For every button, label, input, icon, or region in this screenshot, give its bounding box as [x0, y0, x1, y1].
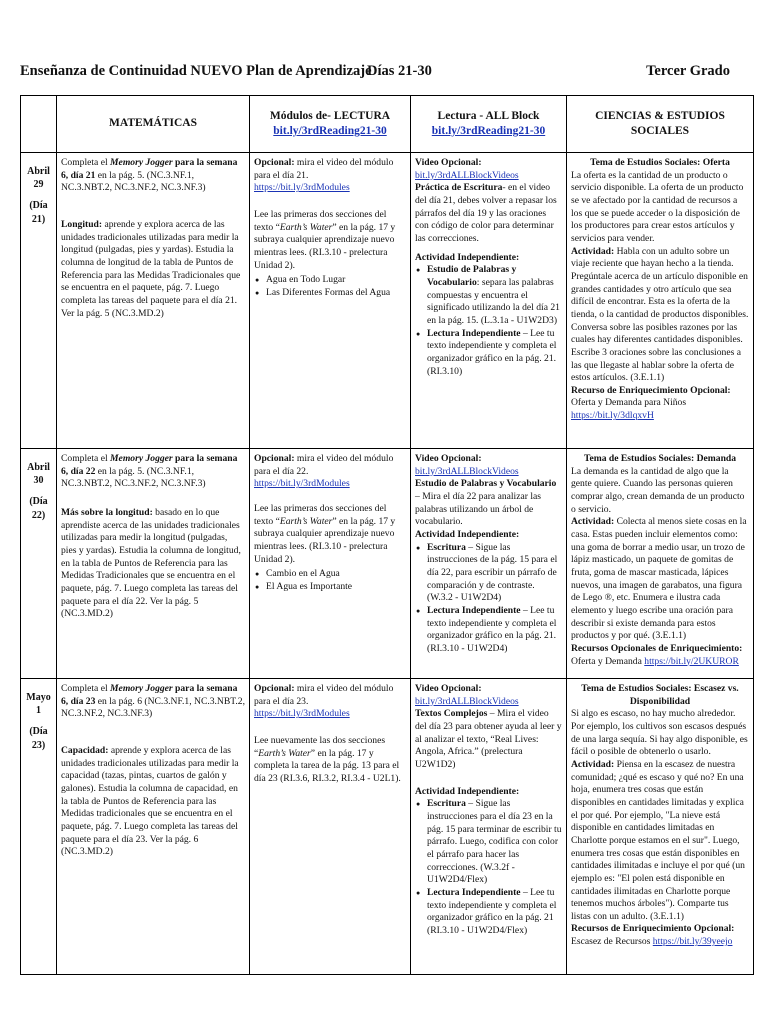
reading-task-text: Lee las primeras dos secciones del texto “	[254, 208, 387, 233]
social-topic-body: Si algo es escaso, no hay mucho alrededor. Por ejemplo, los cultivos son escasos después de una larga sequía. Si hay algo disponible, es fácil o posible de obtenerlo o usarlo.	[571, 708, 748, 758]
allblock-activity-title: Práctica de Escritura	[415, 182, 503, 194]
social-topic-title: Tema de Estudios Sociales: Demanda	[583, 453, 737, 464]
reading-column-header	[250, 96, 411, 153]
earths-water-title: Earth’s Water	[258, 747, 311, 759]
date-cell	[21, 153, 57, 449]
social-topic-body: La oferta es la cantidad de un producto o servicio disponible. La oferta de un producto se ve afectado por la cantidad de recursos a los que se puede acceder o la disposición de los productores para crear estos artículos y servicios para vender.	[571, 169, 744, 244]
activity-name: Lectura Independiente	[427, 327, 521, 339]
reading-task-text-end: ” en la pág. 17 y subraya cualquier aprendizaje nuevo mientras lees. (RI.3.10 - prelectura Unidad 2).	[254, 221, 396, 271]
math-standards: en la pág. 5. (NC.3.NF.1, NC.3.NBT.2, NC.3.NF.2, NC.3.NF.3)	[61, 169, 206, 194]
list-item	[425, 328, 562, 379]
allblock-activity-title: Textos Complejos	[415, 708, 488, 720]
earths-water-title: Earth’s Water	[279, 515, 333, 527]
reading-section-list	[254, 568, 406, 593]
activity-name: Estudio de Palabras y Vocabulario	[427, 264, 517, 288]
allblock-column-header	[411, 96, 567, 153]
allblock-videos-link[interactable]: bit.ly/3rdALLBlockVideos	[415, 169, 519, 181]
math-topic-text: aprende y explora acerca de las unidades tradicionales utilizadas para medir la capacidad (tazas, pintas, cuartos de galón y galones). Estudia la columna de capacidad, en la tabla de Puntos de Referencia para las Medidas tradicionales que se encuentra en el paquete, pág. 7. Luego completa las tareas del paquete para el día 23. Ver la pág. 6 (NC.3.MD.2)	[61, 744, 239, 858]
table-row	[21, 679, 754, 975]
lesson-plan-table	[20, 95, 754, 975]
memory-jogger-label: Memory Jogger	[110, 157, 173, 168]
table-row	[21, 153, 754, 449]
math-week-day: para la semana 6, día 21	[61, 157, 238, 181]
activity-text: – Sigue las instrucciones para el día 23 en la pág. 15 para terminar de escribir tu párrafo. Luego, codifica con color el párrafo para hacer las correcciones. (W.3.2f - U1W2D4/Flex)	[427, 798, 562, 886]
date-cell	[21, 449, 57, 679]
video-optional-label: Video Opcional:	[415, 683, 482, 694]
reading-header-link[interactable]: bit.ly/3rdReading21-30	[273, 125, 387, 137]
reading-section-list	[254, 274, 406, 299]
date-label: Abril 30	[27, 462, 50, 487]
allblock-activity-text: – Mira el día 22 para analizar las palabras utilizando un árbol de vocabulario.	[415, 490, 541, 528]
reading-video-text: mira el video del módulo para el día 22.	[254, 453, 394, 477]
date-header	[21, 96, 57, 153]
resource-label: Recursos de Enriquecimiento Opcional:	[571, 923, 735, 935]
activity-text: – Sigue las instrucciones de la pág. 15 para el día 22, para escribir un párrafo de comparación y de contraste. (W.3.2 - U1W2D4)	[427, 541, 558, 604]
date-label: Abril 29	[27, 166, 50, 191]
document-header	[20, 63, 730, 83]
video-optional-label: Video Opcional:	[415, 453, 482, 464]
video-optional-label: Video Opcional:	[415, 157, 482, 168]
optional-label: Opcional:	[254, 683, 295, 694]
table-row	[21, 449, 754, 679]
resource-text: Oferta y Demanda para Niños	[571, 397, 687, 409]
math-cell	[57, 679, 250, 975]
math-cell	[57, 449, 250, 679]
list-item	[425, 264, 562, 327]
social-topic-title: Tema de Estudios Sociales: Oferta	[590, 157, 730, 168]
resource-link[interactable]: https://bit.ly/3dlqxvH	[571, 410, 654, 422]
activity-text: – Lee tu texto independiente y completa el organizador gráfico en la pág. 21 (RI.3.10 - U1W2D4/Flex)	[427, 886, 557, 936]
activity-name: Lectura Independiente	[427, 604, 521, 616]
reading-cell	[250, 679, 411, 975]
reading-task-text: Lee nuevamente las dos secciones “	[254, 734, 386, 759]
social-topic-title: Tema de Estudios Sociales: Escasez vs. Disponibilidad	[581, 683, 739, 707]
independent-activity-list	[415, 542, 562, 656]
activity-text: Habla con un adulto sobre un viaje reciente que hayan hecho a la tienda. Pregúntale acerca de un artículo disponible en grandes cantidades y otro artículo que sea difícil de encontrar. Esta es la oferta de la tienda, o la cantidad de productos disponibles. Conversa sobre las posibles razones por las cuales hay diferentes cantidades disponibles. Escribe 3 oraciones sobre las conclusiones a las que llegaste al hablar sobre la oferta de estos artículos. (3.E.1.1)	[571, 245, 749, 384]
reading-task-text: Lee las primeras dos secciones del texto “	[254, 502, 387, 527]
activity-label: Actividad:	[571, 516, 615, 528]
math-standards: en la pág. 5. (NC.3.NF.1, NC.3.NBT.2, NC.3.NF.2, NC.3.NF.3)	[61, 465, 206, 490]
math-column-header: MATEMÁTICAS	[57, 96, 250, 153]
resource-text: Escasez de Recursos	[571, 936, 653, 948]
resource-text: Oferta y Demanda	[571, 655, 645, 667]
allblock-activity-text: – Mira el video del día 23 para obtener ayuda al leer y al analizar el texto, “Real Lives: Angola, Africa.” (prelectura U2W1D2)	[415, 708, 562, 770]
optional-label: Opcional:	[254, 453, 295, 464]
allblock-activity-text: - en el video del día 21, debes volver a repasar los párrafos del día 19 y las oraciones con código de color para determinar las correcciones.	[415, 182, 557, 244]
independent-activity-label: Actividad Independiente:	[415, 785, 520, 797]
memory-jogger-label: Memory Jogger	[110, 683, 173, 694]
activity-text: Colecta al menos siete cosas en la casa. Estas pueden incluir elementos como: una goma de borrar a medio usar, un trozo de lápiz masticado, un paquete de gomitas de fruta, goma de mascar masticada, lápices nuevos, una imagen de garabatos, una figura de Lego ®, etc. Enumera e ilustra cada elemento y luego escribe una oración para describir si existe demanda para estos productos y por qué. (3.E.1.1)	[571, 516, 747, 642]
day-label: (Día 23)	[29, 726, 48, 751]
allblock-header-title: Lectura - ALL Block	[437, 109, 540, 122]
activity-text: : separa las palabras compuestas y encuentra el significado utilizando la del día 21 en la pág. 15. (L.3.1a - U1W2D3)	[427, 276, 560, 326]
allblock-cell	[411, 153, 567, 449]
day-label: (Día 21)	[29, 200, 48, 225]
list-item	[425, 887, 562, 938]
math-topic: Más sobre la longitud:	[61, 506, 153, 518]
activity-name: Lectura Independiente	[427, 886, 521, 898]
plan-title: Enseñanza de Continuidad NUEVO Plan de Aprendizaje	[20, 63, 372, 79]
social-cell	[567, 449, 754, 679]
activity-label: Actividad:	[571, 245, 615, 257]
reading-header-title: Módulos de- LECTURA	[269, 109, 391, 122]
independent-activity-list	[415, 264, 562, 378]
math-topic: Longitud:	[61, 218, 103, 230]
list-item	[425, 798, 562, 887]
modules-link[interactable]: https://bit.ly/3rdModules	[254, 708, 350, 720]
allblock-videos-link[interactable]: bit.ly/3rdALLBlockVideos	[415, 695, 519, 707]
activity-name: Escritura	[427, 798, 466, 810]
list-item	[425, 605, 562, 656]
activity-text: Piensa en la escasez de nuestra comunidad; ¿qué es escaso y qué no? En una hoja, enumera tres cosas que están disponibles en cantidades limitadas y explica el por qué. Por ejemplo, "La nieve está disponible en cantidades limitadas en Charlotte porque estamos en el sur". Luego, enumera tres cosas que están disponibles en cantidades ilimitadas e incluye el por qué (un ejemplo es: "El polen está disponible en cantidades ilimitadas en Charlotte porque tenemos muchos árboles"). Comparte tus listas con un adulto. (3.E.1.1)	[571, 758, 745, 922]
date-label: Mayo 1	[26, 692, 51, 717]
optional-label: Opcional:	[254, 157, 295, 168]
activity-text: – Lee tu texto independiente y completa el organizador gráfico en la pág. 21. (RI.3.10 - U1W2D4)	[427, 604, 557, 654]
modules-link[interactable]: https://bit.ly/3rdModules	[254, 182, 350, 194]
allblock-cell	[411, 449, 567, 679]
days-range: Días 21-30	[367, 63, 432, 79]
resource-label: Recursos Opcionales de Enriquecimiento:	[571, 642, 743, 654]
activity-label: Actividad:	[571, 758, 615, 770]
allblock-cell	[411, 679, 567, 975]
math-topic-text: basado en lo que aprendiste acerca de las unidades tradicionales utilizadas para medir la longitud (pulgadas, pies y yardas). Estudia la columna de longitud, en la tabla de Puntos de Referencia para las Medidas Tradicionales que se encuentra en el paquete, pág. 7. Luego completa las tareas del paquete para el día 22. Ver la pág. 5 (NC.3.MD.2)	[61, 506, 241, 620]
activity-name: Escritura	[427, 541, 466, 553]
resource-link[interactable]: https://bit.ly/39yeejo	[652, 936, 733, 948]
resource-label: Recurso de Enriquecimiento Opcional:	[571, 384, 731, 396]
reading-video-text: mira el video del módulo para el día 23.	[254, 683, 394, 707]
social-topic-body: La demanda es la cantidad de algo que la gente quiere. Cuando las personas quieren comprar algo, crean demanda de un producto o servicio.	[571, 465, 745, 515]
math-standards: en la pág. 6 (NC.3.NF.1, NC.3.NBT.2, NC.3.NF.2, NC.3.NF.3)	[61, 695, 246, 720]
math-text: Completa el	[61, 683, 111, 694]
memory-jogger-label: Memory Jogger	[110, 453, 173, 464]
allblock-activity-title: Estudio de Palabras y Vocabulario	[415, 478, 557, 490]
grade-label: Tercer Grado	[646, 63, 730, 79]
list-item: ● El Agua es Importante	[264, 581, 406, 594]
earths-water-title: Earth’s Water	[279, 221, 333, 233]
table-header-row	[21, 96, 754, 153]
list-item: ● Las Diferentes Formas del Agua	[264, 287, 406, 300]
activity-text: – Lee tu texto independiente y completa el organizador gráfico en la pág. 21. (RI.3.10)	[427, 327, 557, 377]
allblock-header-link[interactable]: bit.ly/3rdReading21-30	[431, 125, 546, 137]
list-item	[425, 542, 562, 605]
reading-video-text: mira el video del módulo para el día 21.	[254, 157, 394, 181]
independent-activity-label: Actividad Independiente:	[415, 251, 520, 263]
social-cell	[567, 679, 754, 975]
resource-link[interactable]: https://bit.ly/2UKUROR	[644, 655, 739, 667]
reading-cell	[250, 153, 411, 449]
day-label: (Día 22)	[29, 496, 48, 521]
math-topic: Capacidad:	[61, 744, 109, 756]
modules-link[interactable]: https://bit.ly/3rdModules	[254, 478, 350, 490]
date-cell	[21, 679, 57, 975]
math-week-day: para la semana 6, día 23	[61, 683, 238, 707]
independent-activity-label: Actividad Independiente:	[415, 528, 520, 540]
reading-task-text-end: ” en la pág. 17 y subraya cualquier aprendizaje nuevo mientras lees. (RI.3.10 - prelectura Unidad 2).	[254, 515, 396, 565]
social-cell	[567, 153, 754, 449]
social-column-header: CIENCIAS & ESTUDIOS SOCIALES	[567, 96, 754, 153]
math-cell	[57, 153, 250, 449]
math-topic-text: aprende y explora acerca de las unidades tradicionales utilizadas para medir la longitud (pulgadas, pies y yardas). Estudia la columna de longitud de la tabla de Puntos de Referencia para las Medidas Tradicionales que se encuentra en el paquete, pág. 7. Luego completa las tareas del paquete para el día 21. Ver la pág. 5 (NC.3.MD.2)	[61, 218, 241, 319]
list-item: ● Cambio en el Agua	[264, 568, 406, 581]
list-item: ● Agua en Todo Lugar	[264, 274, 406, 287]
math-text: Completa el	[61, 157, 111, 168]
allblock-videos-link[interactable]: bit.ly/3rdALLBlockVideos	[415, 465, 519, 477]
reading-cell	[250, 449, 411, 679]
independent-activity-list	[415, 798, 562, 937]
math-week-day: para la semana 6, día 22	[61, 453, 238, 477]
math-text: Completa el	[61, 453, 111, 464]
reading-task-text-end: ” en la pág. 17 y completa la tarea de la pág. 13 para el día 23 (RI.3.6, RI.3.2, RI.3.4 - U2L1).	[254, 747, 401, 784]
